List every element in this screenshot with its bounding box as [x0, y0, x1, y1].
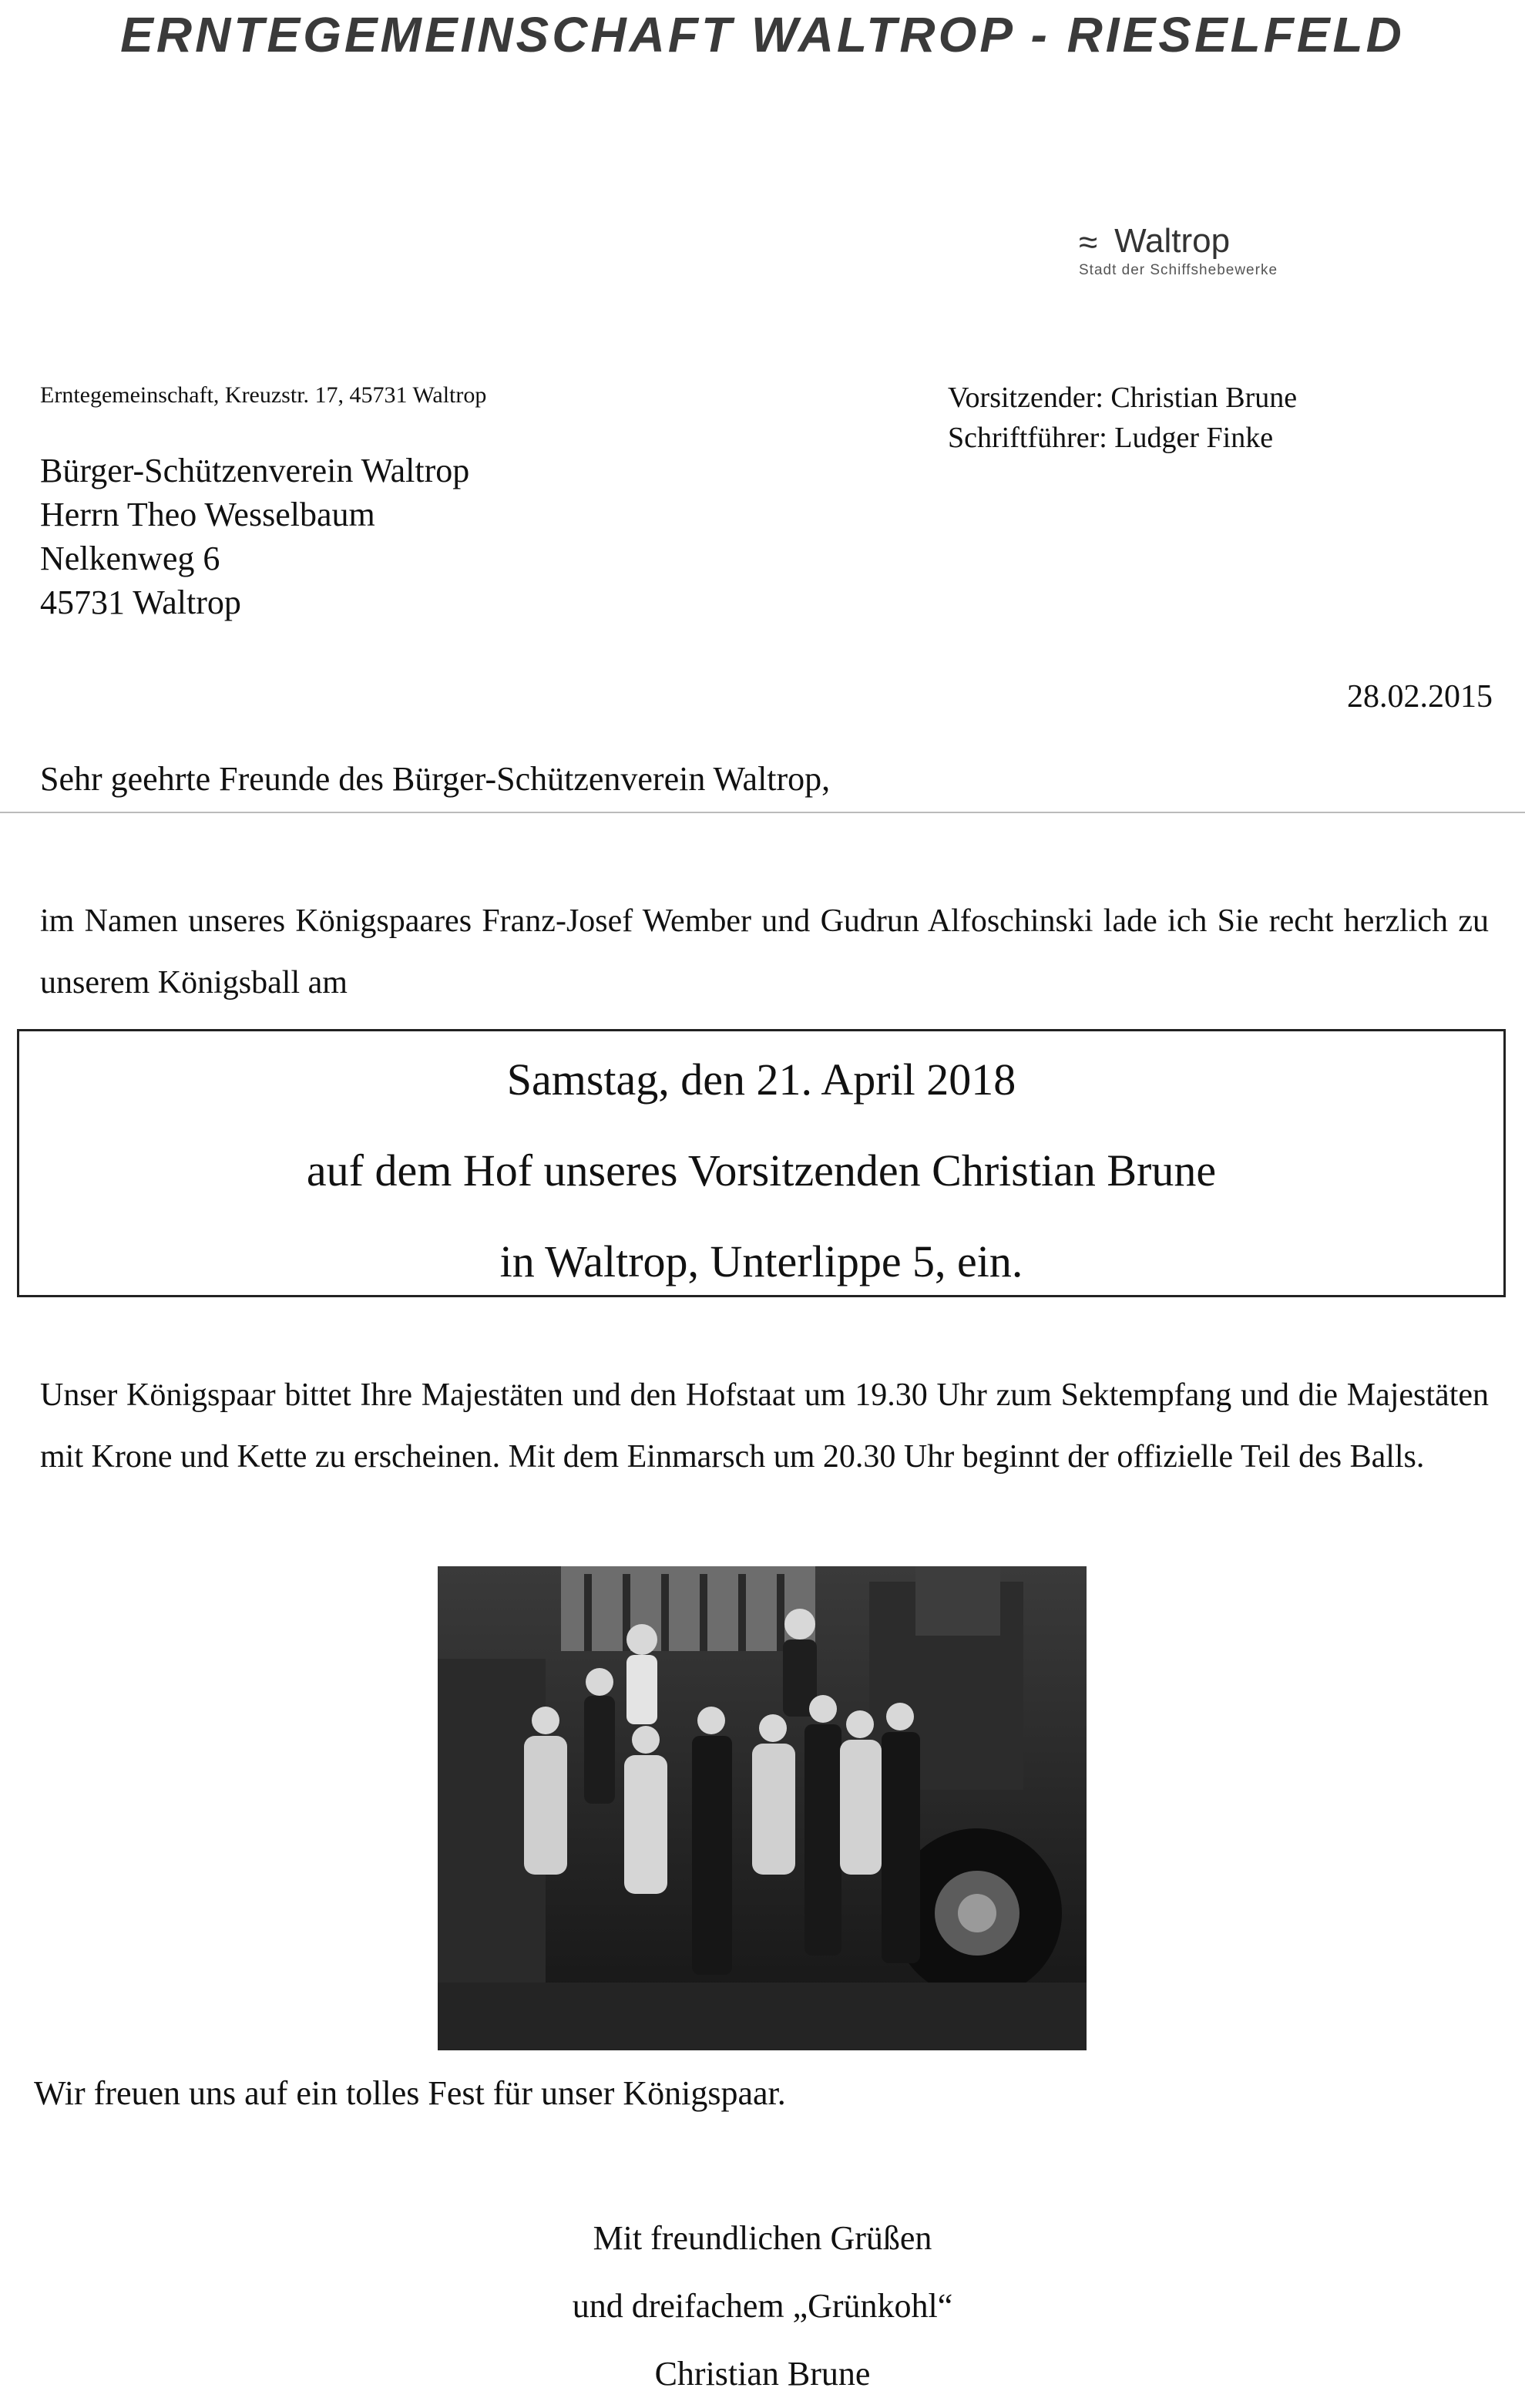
signoff-block [0, 2205, 1525, 2408]
recipient-line: 45731 Waltrop [40, 584, 241, 621]
intro-paragraph: im Namen unseres Königspaares Franz-Josef Wember und Gudrun Alfoschinski lade ich Sie recht herzlich zu unserem Königsball am [40, 903, 1489, 1001]
officer-secretary: Schriftführer: Ludger Finke [948, 422, 1274, 454]
signoff-name: Christian Brune [654, 2355, 871, 2393]
event-date: Samstag, den 21. April 2018 [506, 1054, 1016, 1105]
event-location: auf dem Hof unseres Vorsitzenden Christian Brune [306, 1145, 1217, 1196]
group-photo [438, 1566, 1087, 2050]
recipient-line: Nelkenweg 6 [40, 540, 220, 577]
divider [0, 812, 1525, 813]
recipient-line: Bürger-Schützenverein Waltrop [40, 452, 470, 489]
waves-icon: ≈ [1079, 224, 1098, 262]
salutation: Sehr geehrte Freunde des Bürger-Schützenverein Waltrop, [40, 760, 831, 798]
officers-block [948, 378, 1297, 458]
signoff-line: Mit freundlichen Grüßen [593, 2219, 932, 2257]
event-address: in Waltrop, Unterlippe 5, ein. [499, 1236, 1023, 1286]
sender-line: Erntegemeinschaft, Kreuzstr. 17, 45731 Waltrop [40, 382, 487, 408]
officer-chair: Vorsitzender: Christian Brune [948, 382, 1298, 414]
group-photo-illustration [438, 1566, 1087, 2050]
recipient-line: Herrn Theo Wesselbaum [40, 496, 375, 533]
logo-tagline: Stadt der Schiffshebewerke [1079, 262, 1278, 279]
event-box [17, 1029, 1506, 1297]
logo-name: Waltrop [1114, 222, 1231, 260]
city-logo [1079, 222, 1325, 279]
letterhead-title: ERNTEGEMEINSCHAFT WALTROP - RIESELFELD [120, 7, 1405, 62]
letter-date: 28.02.2015 [1347, 679, 1493, 715]
recipient-address [40, 449, 469, 624]
closing-sentence: Wir freuen uns auf ein tolles Fest für unser Königspaar. [34, 2074, 786, 2112]
signoff-line: und dreifachem „Grünkohl“ [572, 2287, 953, 2325]
details-paragraph: Unser Königspaar bittet Ihre Majestäten und den Hofstaat um 19.30 Uhr zum Sektempfang und die Majestäten mit Krone und Kette zu erscheinen. Mit dem Einmarsch um 20.30 Uhr beginnt der offizielle Teil des Balls. [40, 1377, 1489, 1475]
